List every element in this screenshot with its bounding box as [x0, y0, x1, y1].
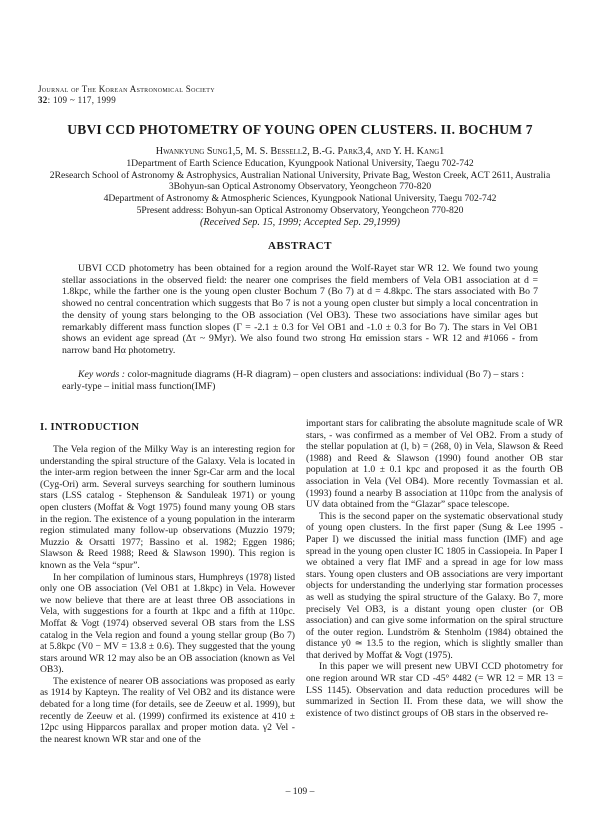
keywords-label: Key words : — [78, 369, 125, 380]
author-block — [20, 146, 580, 229]
page-number: – 109 – — [285, 786, 315, 797]
affiliation: 1Department of Earth Science Education, Kyungpook National University, Taegu 702-742 — [126, 157, 474, 169]
abstract-text: UBVI CCD photometry has been obtained for a region around the Wolf-Rayet star WR 12. We found two young stellar associations in the observed field: the nearer one comprises the field members of Vela OB1 association at d = 1.8kpc, while the farther one is the young open cluster Bochum 7 (Bo 7) at d = 4.8kpc. The stars associated with Bo 7 showed no central concentration which suggests that Bo 7 is not a young open cluster but simply a local concentration in the density of young stars belonging to the OB association (Vel OB3). These two associations have similar ages but remarkably different mass function slopes (Γ = -2.1 ± 0.3 for Vel OB1 and -1.0 ± 0.3 for Bo 7). The stars in Vel OB1 shows an evident age spread (Δτ ~ 9Myr). We also found two strong Hα emission stars - WR 12 and #1066 - from narrow band Hα photometry. — [62, 263, 538, 356]
paragraph: The Vela region of the Milky Way is an interesting region for understanding the spiral structure of the Galaxy. Vela is located in the inter-arm region between the inner Sgr-Car arm and the local (Cyg-Ori) arm. Several surveys searching for southern luminous stars (LSS catalog - Stephenson & Sanduleak 1971) or young open clusters (Moffat & Vogt 1975) found many young OB stars in the region. The existence of a young population in the interarm region stimulated many follow-up observations (Muzzio 1979; Muzzio & Orsatti 1977; Bassino et al. 1982; Eggen 1986; Slawson & Reed 1988; Reed & Slawson 1990). This region is known as the Vela “spur”. — [40, 444, 295, 571]
section-heading: I. INTRODUCTION — [40, 422, 140, 433]
affiliation: 2Research School of Astronomy & Astrophysics, Australian National University, Private Bag, Weston Creek, ACT 2611, Australia — [49, 169, 551, 181]
affiliation: 3Bohyun-san Optical Astronomy Observatory, Yeongcheon 770-820 — [168, 181, 432, 193]
journal-name: Journal of The Korean Astronomical Society — [38, 84, 215, 94]
journal-volume-line — [38, 95, 215, 106]
affiliation: 5Present address: Bohyun-san Optical Astronomy Observatory, Yeongcheon 770-820 — [136, 204, 464, 216]
keywords — [62, 369, 538, 392]
paragraph: In this paper we will present new UBVI CCD photometry for one region around WR star CD -45° 4482 (= WR 12 = MR 13 = LSS 1145). Observation and data reduction procedures will be summarized in Section II. From these data, we will show the existence of two distinct groups of OB stars in the observed re- — [306, 661, 563, 719]
received-dates: (Received Sep. 15, 1999; Accepted Sep. 29,1999) — [199, 216, 401, 228]
keywords-text: color-magnitude diagrams (H-R diagram) – open clusters and associations: individual (Bo 7) – stars : early-type – initial mass function(IMF) — [62, 369, 524, 392]
journal-volume: 32 — [38, 95, 48, 105]
paper-title: UBVI CCD PHOTOMETRY OF YOUNG OPEN CLUSTERS. II. BOCHUM 7 — [67, 122, 533, 137]
abstract-heading: ABSTRACT — [268, 240, 332, 252]
paragraph: important stars for calibrating the absolute magnitude scale of WR stars, - was confirmed as a member of Vel OB2. From a study of the stellar population at (l, b) = (268, 0) in Vela, Slawson & Reed (1988) and Reed & Slawson (1990) found another OB star population at 1.0 ± 0.1 kpc and proposed it as the fourth OB association in Vela (Vel OB4). More recently Tovmassian et al. (1993) found a nearby B association at 110pc from the analysis of UV data obtained from the “Glazar” space telescope. — [306, 418, 563, 511]
right-column — [306, 418, 563, 719]
affiliation: 4Department of Astronomy & Atmospheric Sciences, Kyungpook National University, Taegu 702-742 — [103, 193, 497, 205]
paragraph: This is the second paper on the systematic observational study of young open clusters. In the first paper (Sung & Lee 1995 - Paper I) we discussed the initial mass function (IMF) and age spread in the young open cluster IC 1805 in Cassiopeia. In Paper I we obtained a very flat IMF and a spread in age for low mass stars. Young open clusters and OB associations are very important objects for understanding the underlying star formation processes as well as studying the spiral structure of the Galaxy. Bo 7, more precisely Vel OB3, is a distant young open cluster (or OB association) and can give some information on the spiral structure of the outer region. Lundström & Stenholm (1984) obtained the distance y0 ≃ 13.5 to the region, which is slightly smaller than that derived by Moffat & Vogt (1975). — [306, 510, 563, 661]
author-names: Hwankyung Sung1,5, M. S. Bessell2, B.-G. Park3,4, and Y. H. Kang1 — [155, 146, 445, 157]
affiliations — [20, 158, 580, 217]
paragraph: In her compilation of luminous stars, Humphreys (1978) listed only one OB association (Vel OB1 at 1.8kpc) in Vela. However we now believe that there are at least three OB associations in Vela, with suggestions for a fourth at 1kpc and a fifth at 110pc. Moffat & Vogt (1974) observed several OB stars from the LSS catalog in the Vela region and found a young stellar group (Bo 7) at 5.8kpc (V0 − MV = 13.8 ± 0.6). They suggested that the young stars around WR 12 may also be an OB association (known as Vel OB3). — [40, 571, 295, 676]
journal-header — [38, 84, 215, 106]
journal-pages: : 109 ~ 117, 1999 — [47, 95, 116, 105]
paragraph: The existence of nearer OB associations was proposed as early as 1914 by Kapteyn. The reality of Vel OB2 and its distance were debated for a long time (for details, see de Zeeuw et al. 1999), but recently de Zeeuw et al. (1999) confirmed its existence at 410 ± 12pc using Hipparcos parallax and proper motion data. γ2 Vel - the nearest known WR star and one of the — [40, 675, 295, 745]
left-column — [40, 444, 295, 745]
